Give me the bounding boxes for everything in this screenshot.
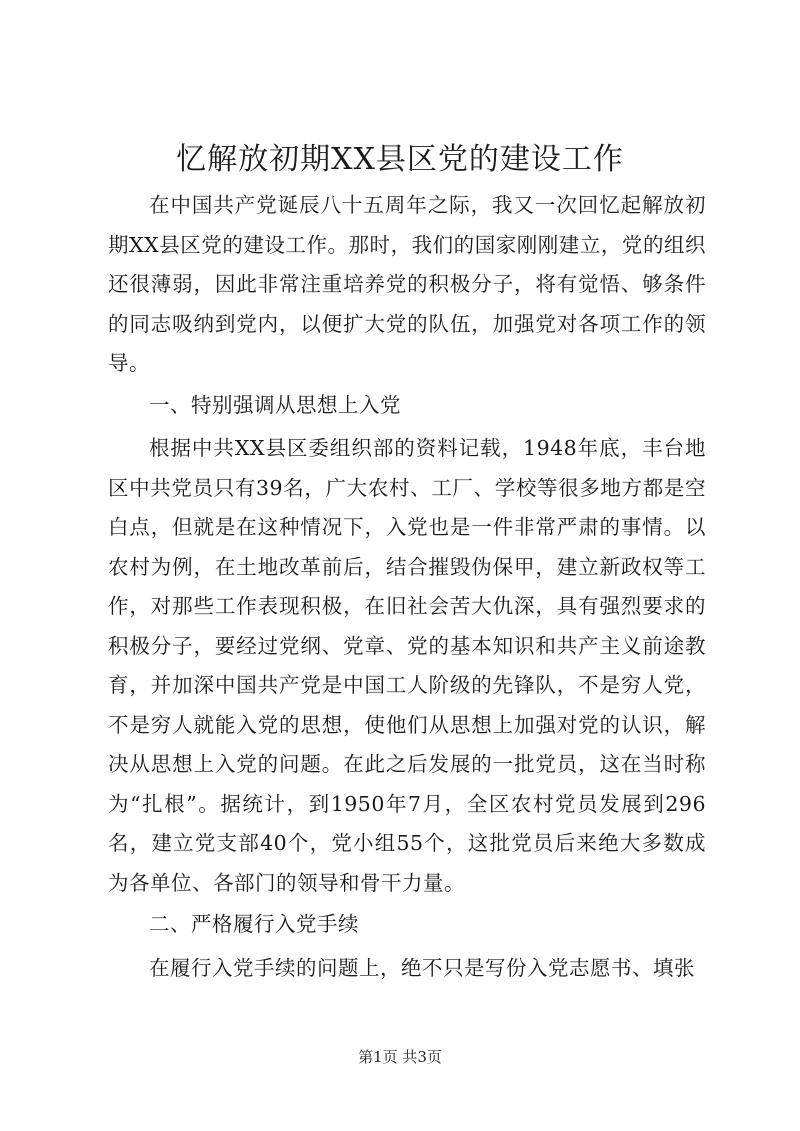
page-number-footer: 第1页 共3页: [358, 1048, 442, 1066]
document-title: 忆解放初期XX县区党的建设工作: [176, 142, 624, 177]
section-heading-1: 一、特别强调从思想上入党: [149, 392, 401, 417]
document-body: [108, 186, 706, 988]
section-heading-2: 二、严格履行入党手续: [149, 912, 359, 936]
paragraph-section-2: 在履行入党手续的问题上，绝不只是写份入党志愿书、填张: [149, 955, 695, 980]
paragraph-section-1: 根据中共XX县区委组织部的资料记载，1948年底，丰台地区中共党员只有39名，广大农村、工厂、学校等很多地方都是空白点，但就是在这种情况下，入党也是一件非常严肃的事情。以农村为例，在土地改革前后，结合摧毁伪保甲，建立新政权等工作，对那些工作表现积极，在旧社会苦大仇深，具有强烈要求的积极分子，要经过党纲、党章、党的基本知识和共产主义前途教育，并加深中国共产党是中国工人阶级的先锋队，不是穷人党，不是穷人就能入党的思想，使他们从思想上加强对党的认识，解决从思想上入党的问题。在此之后发展的一批党员，这在当时称为“扎根”。据统计，到1950年7月，全区农村党员发展到296名，建立党支部40个，党小组55个，这批党员后来绝大多数成为各单位、各部门的领导和骨干力量。: [108, 436, 706, 895]
paragraph-intro: 在中国共产党诞辰八十五周年之际，我又一次回忆起解放初期XX县区党的建设工作。那时，我们的国家刚刚建立，党的组织还很薄弱，因此非常注重培养党的积极分子，将有觉悟、够条件的同志吸纳到党内，以便扩大党的队伍，加强党对各项工作的领导。: [108, 193, 706, 375]
